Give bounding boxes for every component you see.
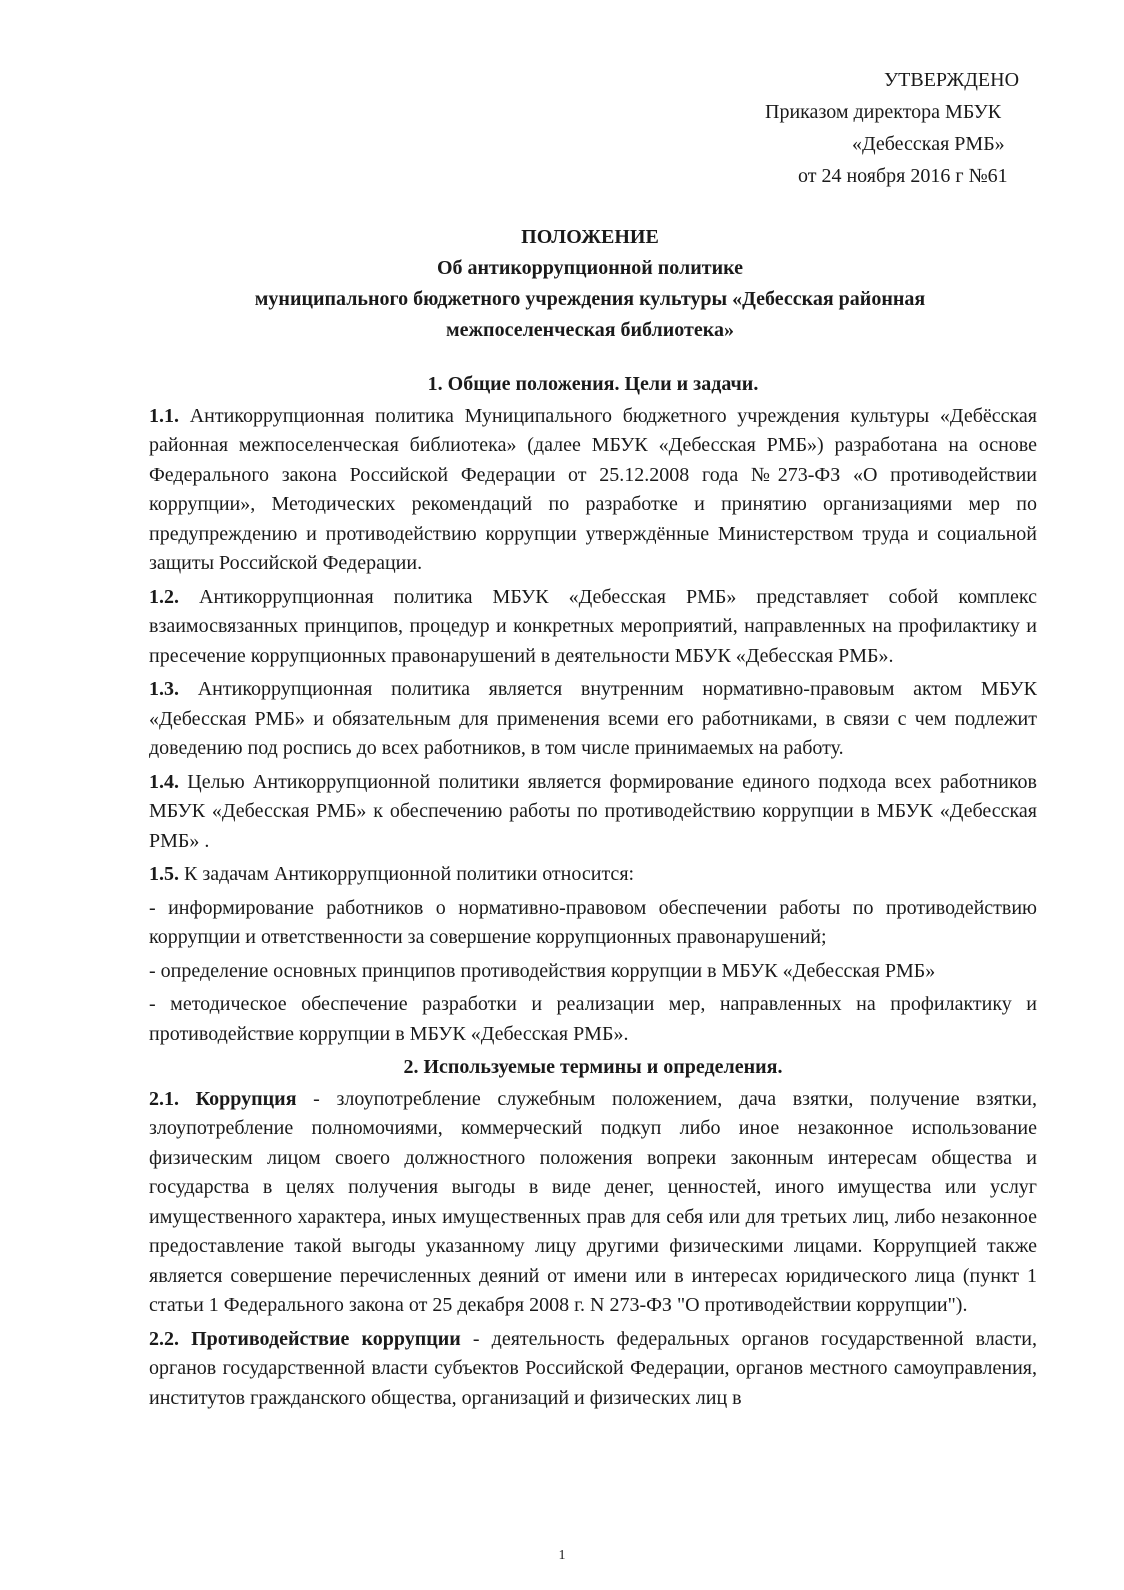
approval-line-4: от 24 ноября 2016 г №61 [798, 165, 1008, 187]
task-item-1: - информирование работников о нормативно-правовом обеспечении работы по противодействию коррупции и ответственности за совершение коррупционных правонарушений; [149, 896, 1037, 948]
title-line-2: Об антикоррупционной политике [436, 257, 744, 279]
paragraph-number: 2.1. [149, 1087, 179, 1110]
approval-stamp [720, 64, 1120, 192]
title-line-4: межпоселенческая библиотека» [446, 319, 734, 341]
paragraph-number: 1.1. [149, 404, 179, 427]
paragraph-1-4 [149, 768, 1037, 857]
task-item-3: - методическое обеспечение разработки и реализации мер, направленных на профилактику и противодействие коррупции в МБУК «Дебесская РМБ». [149, 993, 1037, 1045]
paragraph-2-1 [149, 1085, 1037, 1321]
document-body [149, 370, 1037, 1417]
paragraph-1-5 [149, 860, 1037, 890]
paragraph-1-1 [149, 402, 1037, 579]
paragraph-number: 2.2. [149, 1327, 179, 1350]
section-2-heading: 2. Используемые термины и определения. [403, 1056, 783, 1078]
paragraph-text: Антикоррупционная политика Муниципального бюджетного учреждения культуры «Дебёсская районная межпоселенческая библиотека» (далее МБУК «Дебесская РМБ») разработана на основе Федерального закона Российской Федерации от 25.12.2008 года №273-ФЗ «О противодействии коррупции», Методических рекомендаций по разработке и принятию организациями мер по предупреждению и противодействию коррупции утверждённые Министерством труда и социальной защиты Российской Федерации. [149, 404, 1037, 574]
title-line-1: ПОЛОЖЕНИЕ [521, 226, 659, 248]
task-item-2: - определение основных принципов противодействия коррупции в МБУК «Дебесская РМБ» [149, 959, 936, 982]
document-title [150, 222, 1030, 346]
title-line-3: муниципального бюджетного учреждения культуры «Дебесская районная [254, 288, 926, 310]
paragraph-1-3 [149, 675, 1037, 764]
paragraph-text: Целью Антикоррупционной политики является формирование единого подхода всех работников МБУК «Дебесская РМБ» к обеспечению работы по противодействию коррупции в МБУК «Дебесская РМБ» . [149, 770, 1037, 852]
approval-line-3: «Дебесская РМБ» [852, 133, 1005, 155]
approval-line-1: УТВЕРЖДЕНО [884, 69, 1020, 91]
paragraph-2-2 [149, 1325, 1037, 1414]
term-definition: - деятельность федеральных органов государственной власти, органов государственной власти субъектов Российской Федерации, органов местного самоуправления, институтов гражданского общества, организаций и физических лиц в [149, 1327, 1037, 1409]
paragraph-text: Антикоррупционная политика МБУК «Дебесская РМБ» представляет собой комплекс взаимосвязанных принципов, процедур и конкретных мероприятий, направленных на профилактику и пресечение коррупционных правонарушений в деятельности МБУК «Дебесская РМБ». [149, 585, 1038, 667]
paragraph-text: Антикоррупционная политика является внутренним нормативно-правовым актом МБУК «Дебесская РМБ» и обязательным для применения всеми его работниками, в связи с чем подлежит доведению под роспись до всех работников, в том числе принимаемых на работу. [149, 678, 1037, 759]
term-name: Коррупция [195, 1087, 297, 1110]
paragraph-number: 1.5. [149, 863, 179, 885]
paragraph-1-2 [149, 583, 1037, 672]
paragraph-number: 1.4. [149, 770, 179, 793]
paragraph-text: К задачам Антикоррупционной политики относится: [184, 863, 635, 885]
paragraph-number: 1.2. [149, 585, 179, 608]
term-name: Противодействие коррупции [191, 1327, 461, 1350]
term-definition: - злоупотребление служебным положением, дача взятки, получение взятки, злоупотребление полномочиями, коммерческий подкуп либо иное незаконное использование физическим лицом своего должностного положения вопреки законным интересам общества и государства в целях получения выгоды в виде денег, ценностей, иного имущества или услуг имущественного характера, иных имущественных прав для себя или для третьих лиц, либо незаконное предоставление такой выгоды указанному лицу другими физическими лицами. Коррупцией также является совершение перечисленных деяний от имени или в интересах юридического лица (пункт 1 статьи 1 Федерального закона от 25 декабря 2008 г. N 273-ФЗ "О противодействии коррупции"). [149, 1087, 1038, 1316]
approval-line-2: Приказом директора МБУК [765, 101, 1002, 123]
page-number: 1 [558, 1548, 566, 1563]
paragraph-number: 1.3. [149, 678, 179, 700]
section-1-heading: 1. Общие положения. Цели и задачи. [427, 373, 759, 395]
